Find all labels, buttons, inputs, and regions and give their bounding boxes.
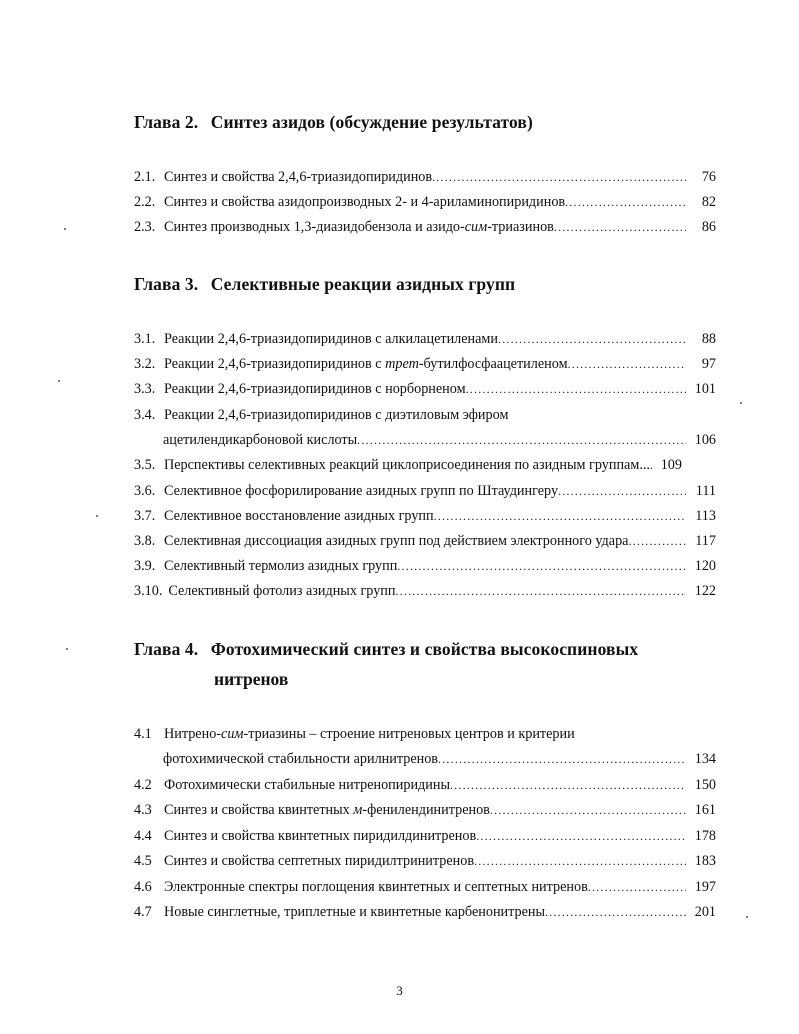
chapter-4-title-continued: нитренов	[214, 669, 289, 689]
chapter-title-text: Фотохимический синтез и свойства высокоспиновых	[210, 639, 639, 659]
toc-entry-title-continued: ацетилендикарбоновой кислоты	[163, 432, 358, 448]
toc-entry-number: 3.3.	[134, 381, 156, 397]
toc-entry-page: 106	[694, 432, 716, 448]
toc-leader-dots	[588, 880, 686, 895]
toc-entry-3-1[interactable]	[134, 331, 716, 351]
toc-entry-3-9[interactable]	[134, 558, 716, 578]
title-part: Нитрено-	[164, 726, 222, 742]
toc-entry-page: 122	[694, 583, 716, 599]
toc-entry-4-1-line2[interactable]	[163, 751, 716, 771]
toc-entry-4-7[interactable]	[134, 904, 716, 924]
toc-entry-3-2[interactable]	[134, 356, 716, 376]
toc-entry-title	[164, 802, 490, 819]
toc-entry-page: 150	[694, 777, 716, 793]
toc-entry-page: 82	[701, 194, 716, 210]
chapter-number: Глава 4.	[134, 639, 199, 659]
toc-leader-dots	[474, 854, 686, 869]
toc-entry-title: Перспективы селективных реакций циклоприсоединения по азидным группам...	[164, 457, 650, 473]
toc-entry-title: Фотохимически стабильные нитренопиридины	[164, 777, 450, 793]
toc-entry-title: Синтез и свойства квинтетных пиридилдинитренов	[164, 828, 477, 844]
toc-entry-number: 4.7	[134, 904, 152, 920]
toc-entry-4-3[interactable]	[134, 802, 716, 822]
toc-entry-number: 3.7.	[134, 508, 156, 524]
chapter-2-title	[134, 112, 533, 133]
title-italic-part: м	[353, 802, 363, 818]
toc-entry-page: 109	[660, 457, 682, 473]
toc-entry-page: 134	[694, 751, 716, 767]
toc-entry-page: 120	[694, 558, 716, 574]
toc-leader-dots	[432, 170, 686, 185]
toc-leader-dots	[565, 195, 686, 210]
toc-entry-page: 97	[701, 356, 716, 372]
toc-entry-number: 4.5	[134, 853, 152, 869]
chapter-title-text: Синтез азидов (обсуждение результатов)	[210, 112, 533, 132]
toc-entry-number: 3.2.	[134, 356, 156, 372]
title-part: -триазины – строение нитреновых центров и критерии	[243, 726, 575, 742]
toc-entry-number: 2.3.	[134, 219, 156, 235]
toc-entry-title: Новые синглетные, триплетные и квинтетные карбенонитрены	[164, 904, 546, 920]
toc-entry-page: 178	[694, 828, 716, 844]
title-part: -бутилфосфаацетиленом	[418, 356, 568, 372]
toc-entry-number: 3.4.	[134, 407, 156, 423]
toc-entry-title: Синтез и свойства септетных пиридилтринитренов	[164, 853, 475, 869]
toc-leader-dots	[490, 803, 686, 818]
scan-artifact	[66, 648, 68, 650]
toc-leader-dots	[438, 752, 686, 767]
toc-leader-dots	[545, 905, 686, 920]
toc-entry-title: Синтез и свойства 2,4,6-триазидопиридинов	[164, 169, 433, 185]
toc-entry-title	[164, 219, 554, 236]
toc-leader-dots	[650, 458, 652, 473]
toc-leader-dots	[357, 433, 686, 448]
toc-entry-4-4[interactable]	[134, 828, 716, 848]
toc-entry-page: 88	[701, 331, 716, 347]
toc-entry-number: 3.5.	[134, 457, 156, 473]
toc-entry-page: 76	[701, 169, 716, 185]
toc-leader-dots	[395, 584, 686, 599]
toc-entry-page: 111	[695, 483, 716, 499]
toc-leader-dots	[450, 778, 686, 793]
toc-entry-3-4-line2[interactable]	[163, 432, 716, 452]
toc-leader-dots	[628, 534, 686, 549]
scan-artifact	[58, 380, 60, 382]
toc-entry-page: 86	[701, 219, 716, 235]
title-part: -триазинов	[487, 219, 554, 235]
toc-entry-3-3[interactable]	[134, 381, 716, 401]
page-number: 3	[396, 983, 403, 998]
toc-entry-number: 3.8.	[134, 533, 156, 549]
toc-entry-page: 183	[694, 853, 716, 869]
toc-entry-4-1-line1[interactable]	[134, 726, 716, 746]
toc-entry-title: Селективный фотолиз азидных групп	[168, 583, 396, 599]
chapter-3-title	[134, 274, 515, 295]
toc-entry-page: 201	[694, 904, 716, 920]
toc-entry-3-5[interactable]	[134, 457, 716, 477]
title-italic-part: трет	[385, 356, 419, 372]
toc-entry-title: Реакции 2,4,6-триазидопиридинов с диэтиловым эфиром	[164, 407, 509, 423]
title-italic-part: сим	[464, 219, 488, 235]
toc-leader-dots	[568, 357, 686, 372]
toc-entry-number: 4.6	[134, 879, 152, 895]
toc-entry-number: 2.1.	[134, 169, 156, 185]
toc-entry-number: 3.10.	[134, 583, 163, 599]
toc-entry-3-4-line1[interactable]	[134, 407, 716, 427]
toc-entry-4-2[interactable]	[134, 777, 716, 797]
toc-leader-dots	[434, 509, 686, 524]
toc-entry-3-7[interactable]	[134, 508, 716, 528]
toc-entry-title: Селективный термолиз азидных групп	[164, 558, 398, 574]
toc-entry-title	[164, 726, 575, 743]
chapter-title-text: Селективные реакции азидных групп	[210, 274, 516, 294]
toc-entry-page: 101	[694, 381, 716, 397]
title-italic-part: сим	[221, 726, 244, 742]
chapter-4-title	[134, 639, 638, 660]
title-part: -фенилендинитренов	[362, 802, 490, 818]
toc-entry-3-8[interactable]	[134, 533, 716, 553]
toc-entry-number: 3.6.	[134, 483, 156, 499]
toc-entry-2-2[interactable]	[134, 194, 716, 214]
toc-entry-number: 4.3	[134, 802, 152, 818]
toc-entry-title: Реакции 2,4,6-триазидопиридинов с алкилацетиленами	[164, 331, 498, 347]
scan-artifact	[64, 228, 66, 230]
toc-entry-3-6[interactable]	[134, 483, 716, 503]
toc-entry-page: 113	[695, 508, 716, 524]
toc-entry-4-5[interactable]	[134, 853, 716, 873]
title-part: Синтез производных 1,3-диазидобензола и азидо-	[164, 219, 465, 235]
toc-entry-4-6[interactable]	[134, 879, 716, 899]
chapter-number: Глава 3.	[134, 274, 199, 294]
toc-entry-2-1[interactable]	[134, 169, 716, 189]
toc-leader-dots	[466, 382, 686, 397]
toc-entry-number: 3.1.	[134, 331, 156, 347]
toc-entry-3-10[interactable]	[134, 583, 716, 603]
toc-leader-dots	[558, 484, 686, 499]
toc-entry-page: 161	[694, 802, 716, 818]
toc-entry-2-3[interactable]	[134, 219, 716, 239]
scan-artifact	[740, 402, 742, 404]
chapter-number: Глава 2.	[134, 112, 199, 132]
toc-entry-number: 4.4	[134, 828, 152, 844]
toc-leader-dots	[498, 332, 686, 347]
toc-entry-title: Селективная диссоциация азидных групп под действием электронного удара	[164, 533, 629, 549]
toc-entry-title: Электронные спектры поглощения квинтетных и септетных нитренов	[164, 879, 588, 895]
scan-artifact	[96, 515, 98, 517]
toc-entry-title	[164, 356, 568, 373]
toc-entry-title: Синтез и свойства азидопроизводных 2- и 4-ариламинопиридинов	[164, 194, 566, 210]
toc-leader-dots	[554, 220, 686, 235]
toc-leader-dots	[476, 829, 686, 844]
toc-entry-number: 2.2.	[134, 194, 156, 210]
toc-leader-dots	[397, 559, 686, 574]
toc-entry-number: 4.1	[134, 726, 152, 742]
title-part: Синтез и свойства квинтетных	[164, 802, 354, 818]
title-part: Реакции 2,4,6-триазидопиридинов с	[164, 356, 386, 372]
toc-entry-title: Реакции 2,4,6-триазидопиридинов с норборненом	[164, 381, 466, 397]
toc-entry-title-continued: фотохимической стабильности арилнитренов	[163, 751, 439, 767]
toc-entry-page: 117	[695, 533, 716, 549]
toc-entry-number: 3.9.	[134, 558, 156, 574]
toc-entry-page: 197	[694, 879, 716, 895]
scan-artifact	[746, 916, 748, 918]
toc-entry-number: 4.2	[134, 777, 152, 793]
toc-entry-title: Селективное фосфорилирование азидных групп по Штаудингеру	[164, 483, 559, 499]
toc-entry-title: Селективное восстановление азидных групп	[164, 508, 434, 524]
